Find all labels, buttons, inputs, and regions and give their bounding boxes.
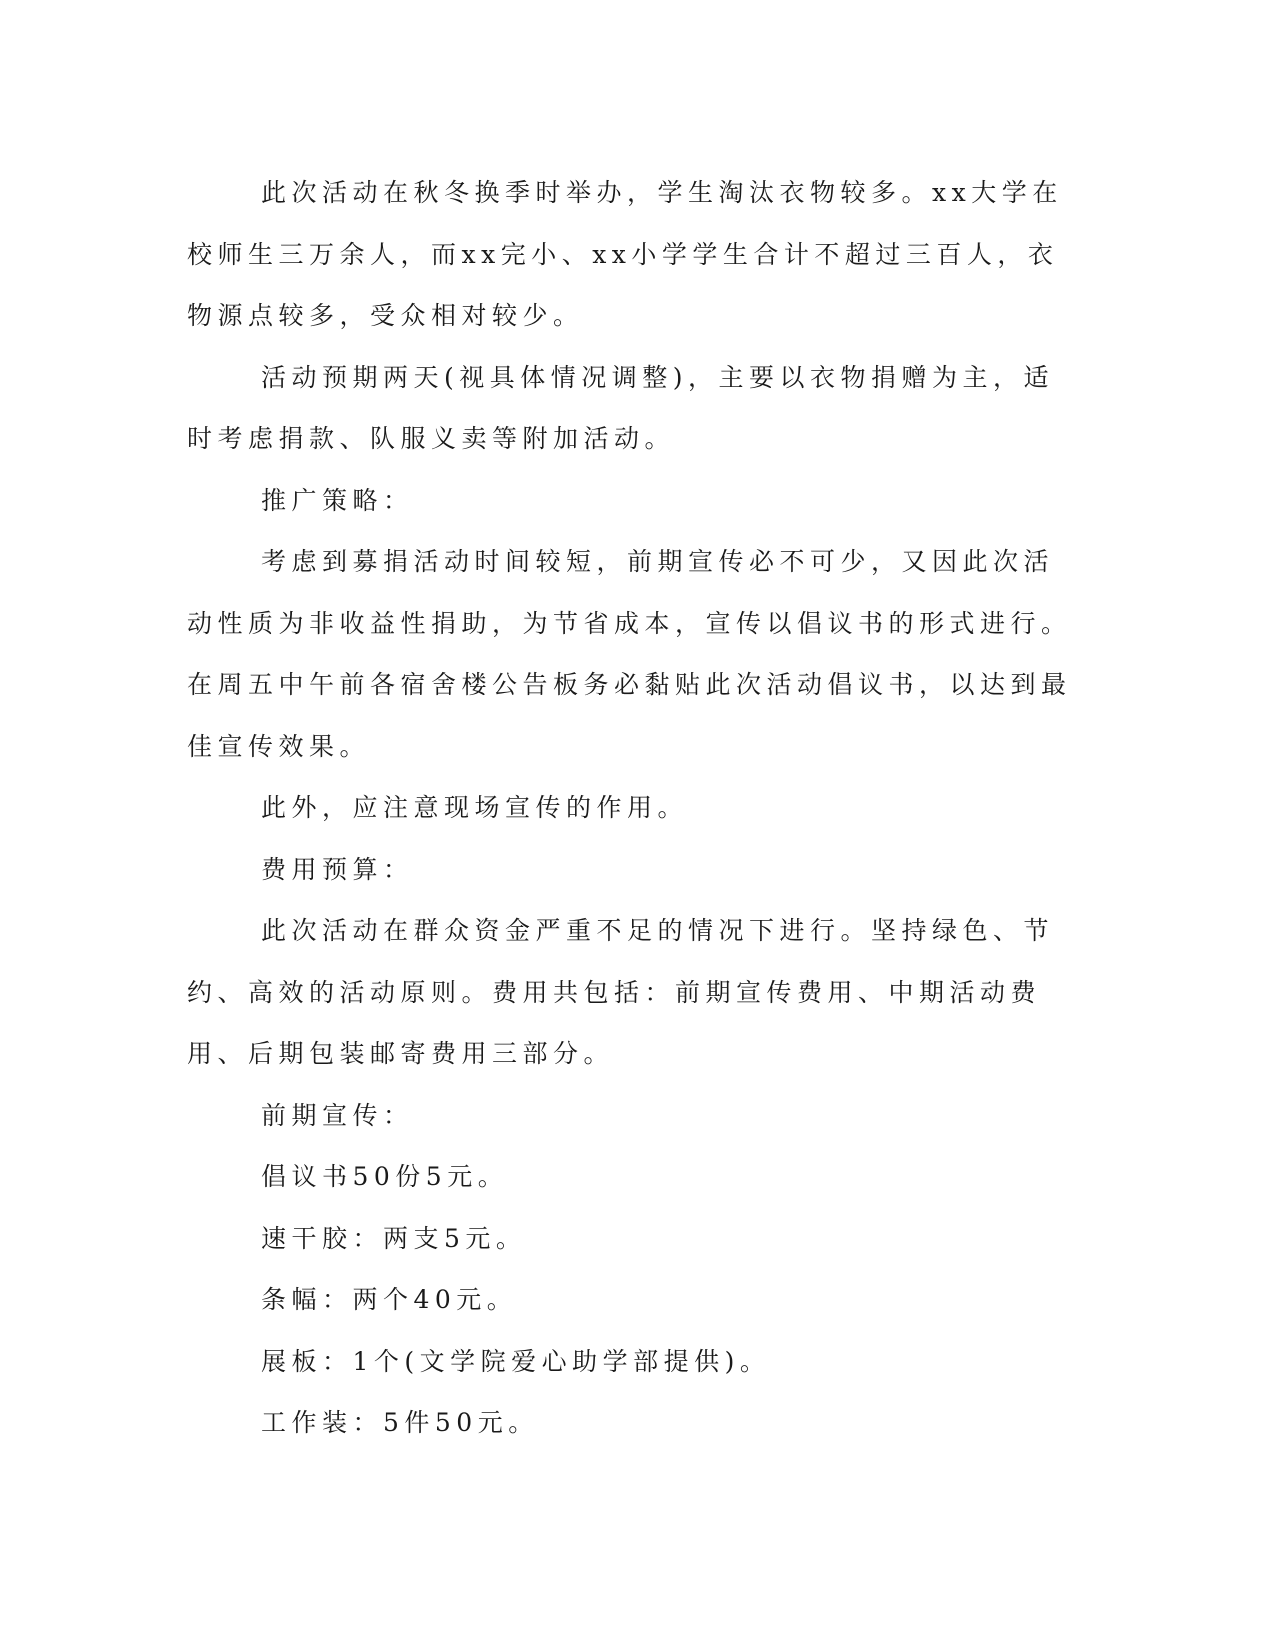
list-item: 倡议书50份5元。: [261, 1162, 509, 1191]
paragraph-budget: 此次活动在群众资金严重不足的情况下进行。坚持绿色、节约、高效的活动原则。费用共包括：前期宣传费用、中期活动费用、后期包装邮寄费用三部分。: [187, 916, 1055, 1068]
list-item: 条幅：两个40元。: [261, 1285, 518, 1314]
heading-early-promotion: 前期宣传：: [261, 1100, 414, 1130]
paragraph-intro: 此次活动在秋冬换季时举办，学生淘汰衣物较多。xx大学在校师生三万余人，而xx完小、xx小学学生合计不超过三百人，衣物源点较多，受众相对较少。: [187, 178, 1063, 330]
document-body: [187, 162, 1077, 1454]
list-item: 工作装：5件50元。: [261, 1408, 539, 1437]
list-item: 展板：1个(文学院爱心助学部提供)。: [261, 1346, 771, 1376]
paragraph-onsite-promotion: 此外，应注意现场宣传的作用。: [261, 793, 689, 822]
heading-budget: 费用预算：: [261, 854, 414, 884]
paragraph-promotion: 考虑到募捐活动时间较短，前期宣传必不可少，又因此次活动性质为非收益性捐助，为节省成本，宣传以倡议书的形式进行。在周五中午前各宿舍楼公告板务必黏贴此次活动倡议书，以达到最佳宣传效果。: [187, 547, 1072, 761]
list-item: 速干胶：两支5元。: [261, 1223, 527, 1253]
paragraph-duration: 活动预期两天(视具体情况调整)，主要以衣物捐赠为主，适时考虑捐款、队服义卖等附加活动。: [187, 362, 1055, 453]
heading-promotion-strategy: 推广策略：: [261, 485, 414, 515]
